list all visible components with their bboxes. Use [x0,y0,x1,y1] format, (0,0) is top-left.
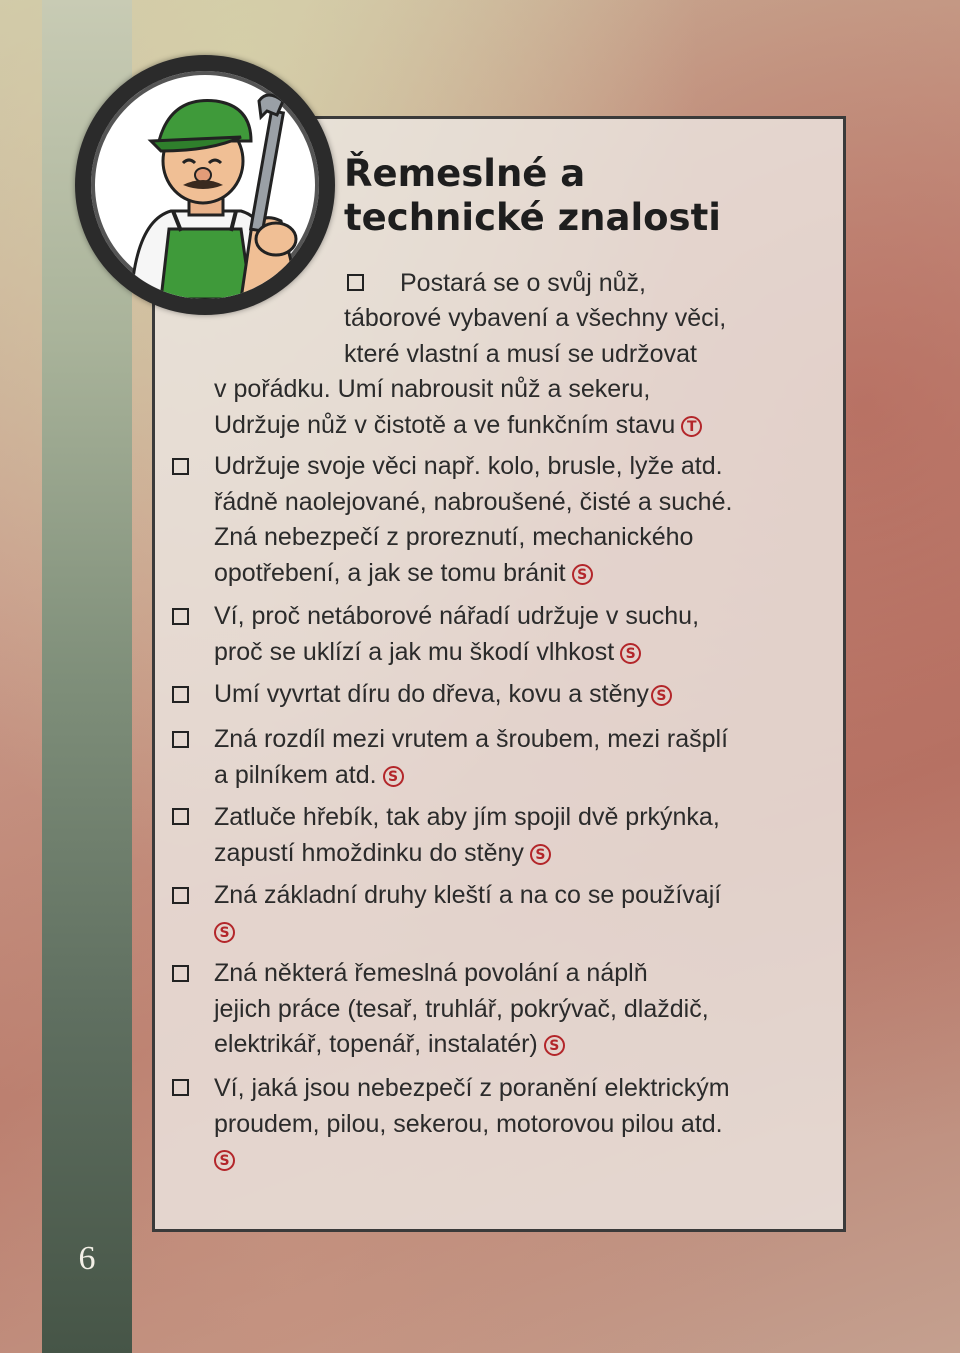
list-item-2 [214,449,732,591]
checkbox-item-3[interactable] [172,608,189,625]
level-s-badge: S [544,1035,565,1056]
title-line-1: Řemeslné a [344,152,586,195]
list-item-8 [214,956,709,1063]
page-title [344,152,824,240]
checkbox-item-2[interactable] [172,458,189,475]
list-item-1-tail [214,372,702,443]
checkbox-item-5[interactable] [172,731,189,748]
item-9-line-1: Ví, jaká jsou nebezpečí z poranění elektrickým [214,1074,730,1102]
handyman-illustration [91,71,319,299]
item-6-line-2: zapustí hmoždinku do stěny S [214,836,720,872]
item-1-line-1: Postará se o svůj nůž, [400,269,646,297]
level-s-badge: S [383,766,404,787]
list-item-5 [214,722,728,793]
item-2-line-4: opotřebení, a jak se tomu bránit S [214,556,732,592]
checkbox-item-6[interactable] [172,808,189,825]
checkbox-item-7[interactable] [172,887,189,904]
checkbox-item-1[interactable] [347,274,364,291]
item-9-line-3 [214,1142,730,1178]
item-3-line-2: proč se uklízí a jak mu škodí vlhkost S [214,635,699,671]
list-item-3 [214,599,699,670]
title-line-2: technické znalosti [344,196,721,239]
item-5-line-1: Zná rozdíl mezi vrutem a šroubem, mezi rašplí [214,725,729,753]
list-item-6 [214,800,720,871]
item-2-line-2: řádně naolejované, nabroušené, čisté a suché. [214,487,733,516]
list-item-1 [400,266,646,302]
level-t-badge: T [681,416,702,437]
list-item-7 [214,878,721,949]
item-6-line-1: Zatluče hřebík, tak aby jím spojil dvě prkýnka, [214,803,720,831]
level-s-badge: S [620,643,641,664]
list-item-1-cont [344,301,726,372]
item-8-line-1: Zná některá řemeslná povolání a náplň [214,959,648,987]
item-2-line-3: Zná nebezpečí z proreznutí, mechanického [214,523,694,551]
item-2-line-1: Udržuje svoje věci např. kolo, brusle, lyže atd. [214,452,723,480]
level-s-badge: S [572,564,593,585]
item-1-line-4: v pořádku. Umí nabrousit nůž a sekeru, [214,375,651,403]
list-item-4 [214,677,672,713]
item-7-line-2 [214,914,721,950]
item-7-line-1: Zná základní druhy kleští a na co se používají [214,881,722,909]
checkbox-item-8[interactable] [172,965,189,982]
item-9-line-2: proudem, pilou, sekerou, motorovou pilou atd. [214,1109,723,1138]
item-5-line-2: a pilníkem atd. S [214,758,728,794]
item-8-line-3: elektrikář, topenář, instalatér) S [214,1027,709,1063]
item-1-line-2: táborové vybavení a všechny věci, [344,304,727,332]
checkbox-item-4[interactable] [172,686,189,703]
level-s-badge: S [651,685,672,706]
level-s-badge: S [214,922,235,943]
list-item-9 [214,1071,730,1178]
level-s-badge: S [214,1150,235,1171]
checkbox-item-9[interactable] [172,1079,189,1096]
item-1-line-5: Udržuje nůž v čistotě a ve funkčním stavu T [214,408,702,444]
item-8-line-2: jejich práce (tesař, truhlář, pokrývač, dlaždič, [214,994,709,1023]
item-4-line-1: Umí vyvrtat díru do dřeva, kovu a stěny S [214,677,672,713]
page-number: 6 [78,1240,96,1277]
level-s-badge: S [530,844,551,865]
item-1-line-3: které vlastní a musí se udržovat [344,339,697,368]
item-3-line-1: Ví, proč netáborové nářadí udržuje v suchu, [214,602,700,630]
handyman-emblem [75,55,335,315]
